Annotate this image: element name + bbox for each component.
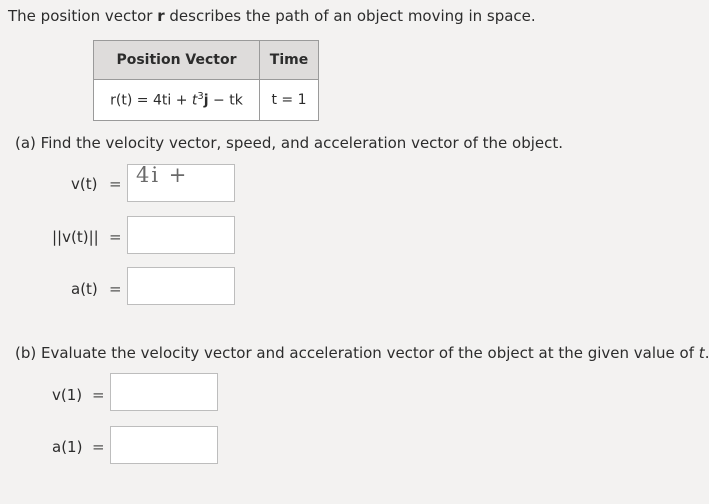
part-b-prompt-end: . (704, 344, 709, 362)
acceleration-at-1-equals: = (92, 438, 105, 456)
position-vector-expression (94, 80, 260, 121)
acceleration-equals: = (109, 280, 122, 298)
position-equals: = (136, 92, 149, 109)
table-header-row (94, 41, 319, 80)
position-vector-table (93, 40, 319, 121)
part-a-prompt: (a) Find the velocity vector, speed, and acceleration vector of the object. (15, 134, 564, 152)
acceleration-label: a(t) (71, 280, 98, 298)
speed-answer-field[interactable] (127, 216, 235, 254)
part-b-prompt (15, 344, 709, 362)
header-time: Time (260, 41, 319, 80)
position-lhs: r(t) (110, 92, 133, 109)
header-position-vector: Position Vector (94, 41, 260, 80)
velocity-answer-value: 4i + (136, 163, 189, 187)
speed-equals: = (109, 228, 122, 246)
part-b-prompt-main: (b) Evaluate the velocity vector and acceleration vector of the object at the given value of (15, 344, 695, 362)
time-value: t = 1 (260, 80, 319, 121)
part-b-prompt-var: t (698, 344, 705, 362)
velocity-label: v(t) (71, 175, 98, 193)
velocity-at-1-equals: = (92, 386, 105, 404)
position-term-3: − tk (213, 92, 243, 109)
table-row (94, 80, 319, 121)
position-term-1: 4ti + (152, 92, 188, 109)
intro-suffix: describes the path of an object moving in space. (169, 7, 536, 25)
acceleration-at-1-label: a(1) (52, 438, 83, 456)
intro-vector-symbol: r (157, 7, 165, 25)
speed-label: ||v(t)|| (52, 228, 99, 246)
acceleration-answer-field[interactable] (127, 267, 235, 305)
position-term-2-base: t (191, 92, 198, 109)
acceleration-at-1-answer-field[interactable] (110, 426, 218, 464)
position-term-2-unit: j (203, 92, 209, 109)
velocity-answer-field[interactable] (127, 164, 235, 202)
velocity-equals: = (109, 175, 122, 193)
velocity-at-1-label: v(1) (52, 386, 83, 404)
velocity-at-1-answer-field[interactable] (110, 373, 218, 411)
intro-prefix: The position vector (8, 7, 153, 25)
problem-intro (8, 7, 536, 25)
position-term-2-exp: 3 (197, 91, 204, 103)
